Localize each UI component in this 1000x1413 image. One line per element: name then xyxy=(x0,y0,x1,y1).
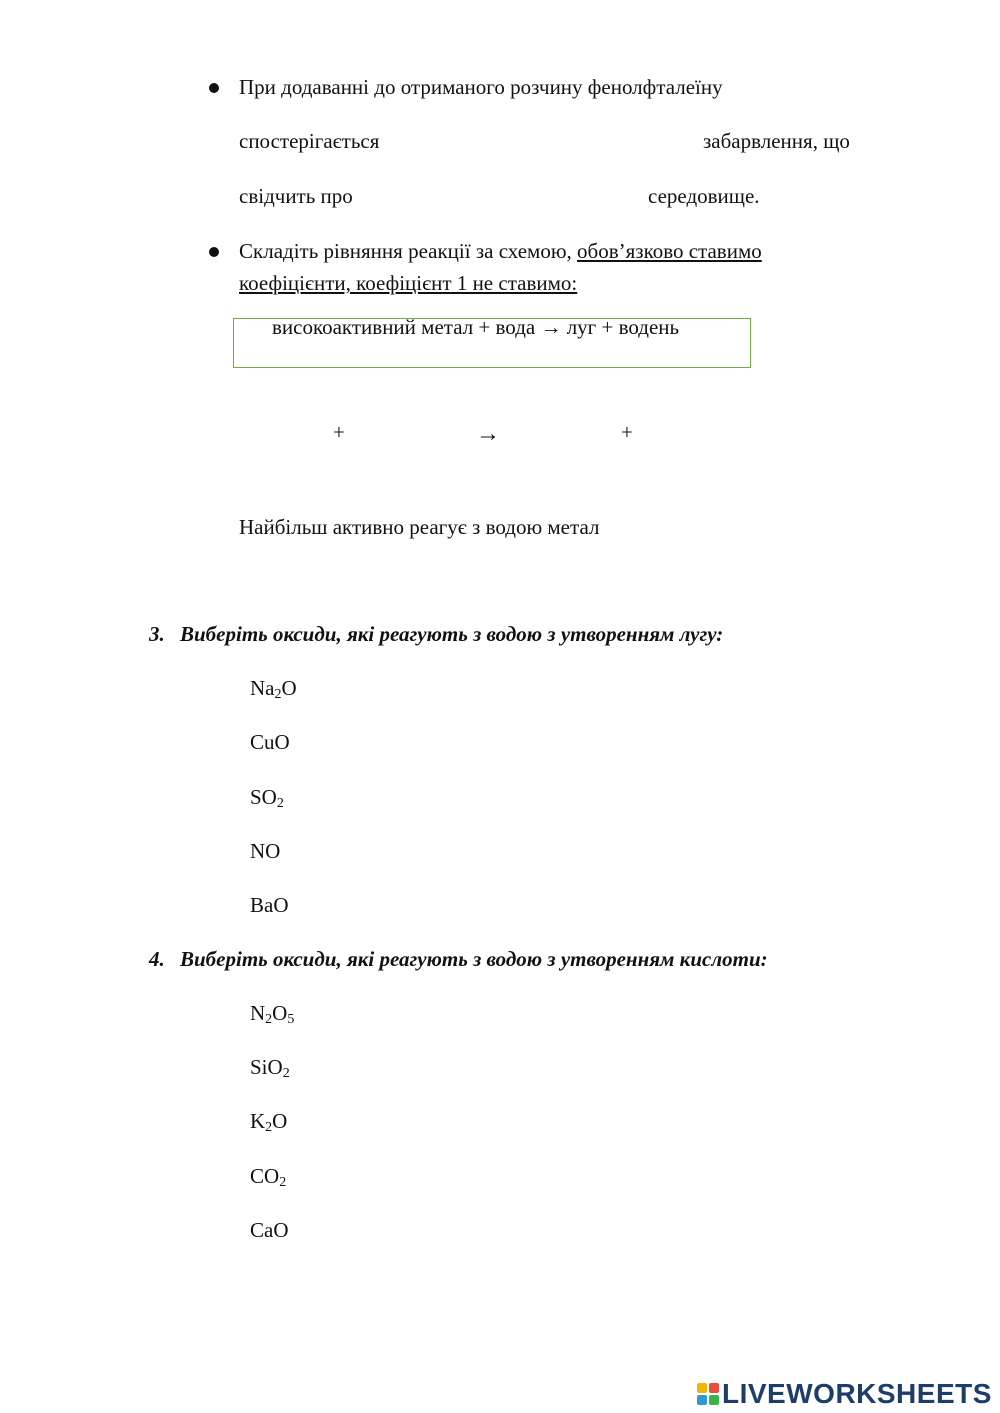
q3-option-na2o xyxy=(250,676,297,702)
bullet2-line2-underlined: коефіцієнти, коефіцієнт 1 не ставимо: xyxy=(239,271,578,295)
q3-option-bao xyxy=(250,895,289,916)
bullet-dot xyxy=(209,83,219,93)
formula-part: BaO xyxy=(250,893,289,917)
logo-text: LIVEWORKSHEETS xyxy=(722,1378,992,1409)
q3-option-no xyxy=(250,841,280,862)
liveworksheets-logo xyxy=(697,1377,992,1411)
formula-subscript: 2 xyxy=(276,796,284,811)
q4-option-k2o xyxy=(250,1109,288,1135)
bullet-dot xyxy=(209,247,219,257)
bullet1-line2-left: спостерігається xyxy=(239,129,380,153)
formula-subscript: 5 xyxy=(287,1012,295,1027)
formula-part: CaO xyxy=(250,1218,289,1242)
q4-option-sio2 xyxy=(250,1055,290,1081)
formula-subscript: 2 xyxy=(282,1066,290,1081)
formula-subscript: 2 xyxy=(265,1120,273,1135)
formula-subscript: 2 xyxy=(279,1175,287,1190)
bullet1-line3-left: свідчить про xyxy=(239,184,353,208)
bullet1-line1: При додаванні до отриманого розчину фенолфталеїну xyxy=(239,75,723,99)
formula-part: O xyxy=(272,1109,288,1133)
logo-square xyxy=(697,1395,707,1405)
q4-option-cao xyxy=(250,1220,289,1241)
formula-part: N xyxy=(250,1001,266,1025)
formula-part: Na xyxy=(250,676,275,700)
q4-option-co2 xyxy=(250,1164,287,1190)
formula-part: SO xyxy=(250,785,277,809)
equation-plus-1: + xyxy=(333,420,345,444)
q3-option-so2 xyxy=(250,785,284,811)
formula-part: NO xyxy=(250,839,281,863)
formula-subscript: 2 xyxy=(274,687,282,702)
most-active-metal-text: Найбільш активно реагує з водою метал xyxy=(239,515,600,539)
logo-square xyxy=(709,1383,719,1393)
formula-part: O xyxy=(281,676,297,700)
logo-square xyxy=(697,1383,707,1393)
formula-part: CO xyxy=(250,1164,280,1188)
bullet2-line1-plain: Складіть рівняння реакції за схемою, xyxy=(239,239,572,263)
formula-part: CuO xyxy=(250,730,290,754)
question4-text: Виберіть оксиди, які реагують з водою з утворенням кислоти: xyxy=(180,947,768,971)
logo-mark-icon xyxy=(697,1383,719,1405)
question3-number: 3. xyxy=(149,622,165,646)
bullet1-line2-right: забарвлення, що xyxy=(703,129,850,153)
q3-option-cuo xyxy=(250,732,290,753)
bullet1-line3-right: середовище. xyxy=(648,184,760,208)
logo-square xyxy=(709,1395,719,1405)
bullet2-line1 xyxy=(239,241,762,262)
formula-part: SiO xyxy=(250,1055,283,1079)
question4-number: 4. xyxy=(149,947,165,971)
formula-part: K xyxy=(250,1109,266,1133)
q4-option-n2o5 xyxy=(250,1001,295,1027)
bullet2-line1-underlined: обов’язково ставимо xyxy=(577,239,762,263)
equation-plus-2: + xyxy=(621,420,633,444)
equation-arrow: → xyxy=(476,421,500,447)
reaction-scheme: високоактивний метал + вода → луг + водень xyxy=(272,315,680,339)
question3-text: Виберіть оксиди, які реагують з водою з утворенням лугу: xyxy=(180,622,724,646)
formula-subscript: 2 xyxy=(265,1012,273,1027)
formula-part: O xyxy=(272,1001,288,1025)
